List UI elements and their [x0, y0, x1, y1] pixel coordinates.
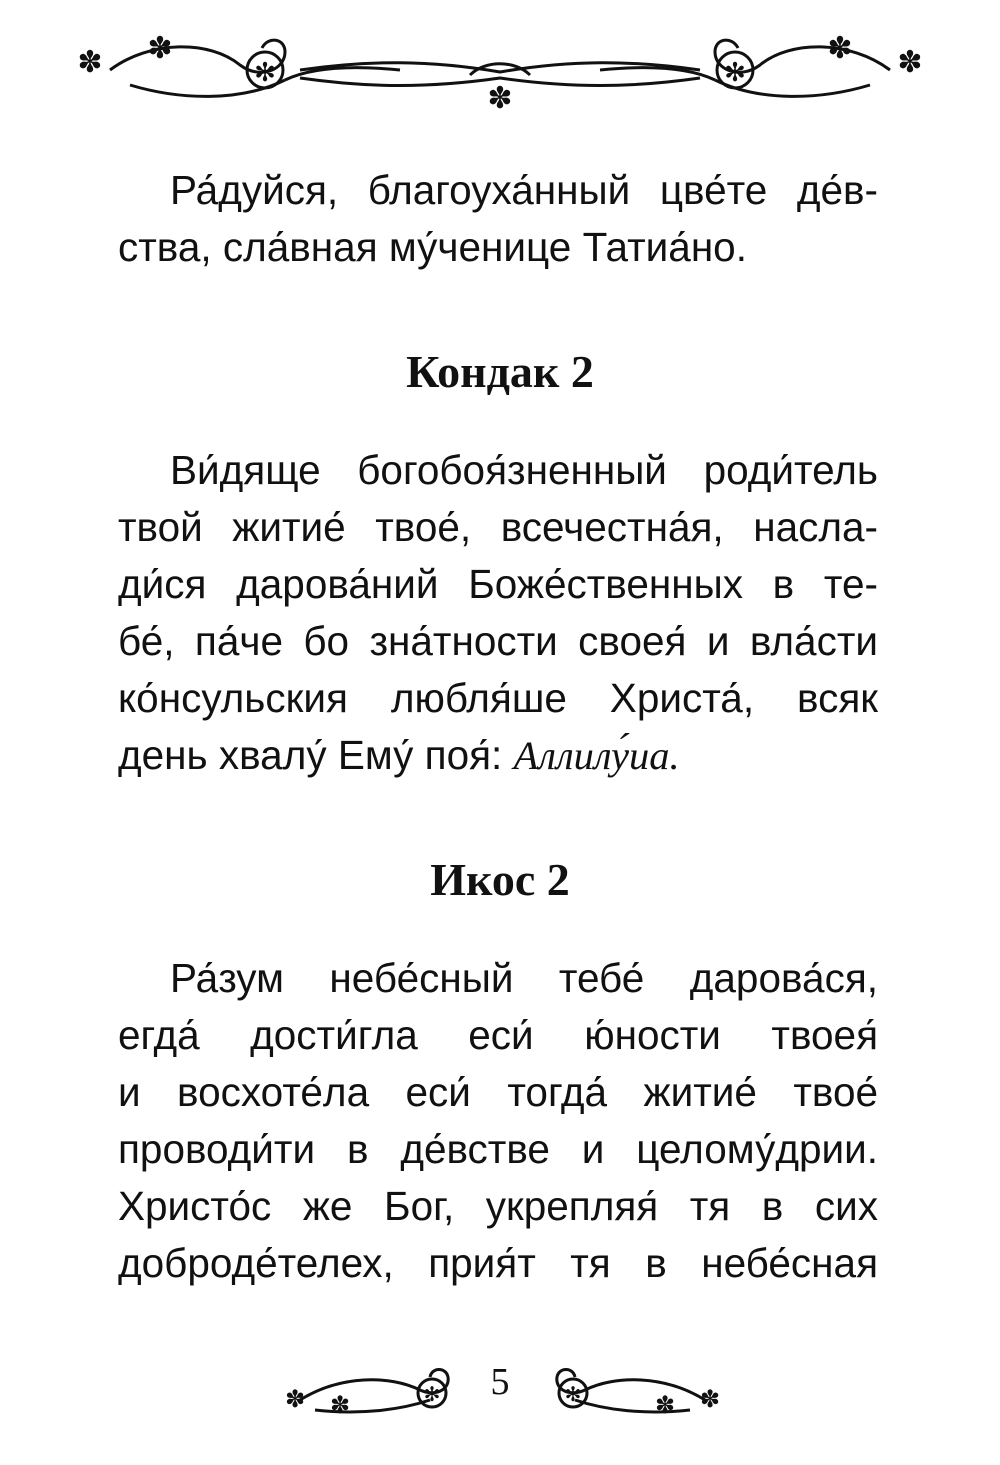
text-line: Ра́дуйся, благоуха́нный цве́те де́в- [170, 167, 878, 213]
text-line: доброде́телех, прия́т тя в небе́сная [118, 1240, 878, 1286]
flower-icon: ✽ [77, 45, 103, 80]
text-line: и восхоте́ла еси́ тогда́ житие́ твое́ [118, 1069, 878, 1115]
text-line: ди́ся дарова́ний Боже́ственных в те- [118, 561, 878, 607]
flower-icon: ✽ [654, 1391, 676, 1419]
kondak-heading: Кондак 2 [406, 346, 594, 397]
ikos-heading: Икос 2 [430, 854, 570, 905]
text-line: Христо́с же Бог, укрепляя́ тя в сих [118, 1183, 878, 1229]
text-line: твой житие́ твое́, всечестна́я, насла- [118, 504, 878, 550]
flower-icon: ✽ [897, 45, 923, 80]
kondak-paragraph [118, 442, 878, 784]
flower-icon: ✽ [827, 31, 853, 66]
text-line: егда́ дости́гла еси́ ю́ности твоея́ [118, 1012, 878, 1058]
flower-icon: ✽ [284, 1385, 306, 1413]
refrain: Аллилу́иа. [513, 733, 680, 778]
flower-icon: ✻ [724, 58, 746, 88]
flower-icon: ✽ [487, 81, 513, 116]
bottom-right-ornament [535, 1355, 725, 1425]
text-line: ко́нсульския любля́ше Христа́, всяк [118, 675, 878, 721]
top-ornament [70, 30, 930, 120]
text-line: ства, сла́вная му́ченице Татиа́но. [118, 224, 747, 270]
text-line [118, 727, 878, 784]
page-number: 5 [490, 1361, 510, 1403]
text-line-part: день хвалу́ Ему́ поя́: [118, 732, 503, 778]
flower-icon: ✻ [564, 1382, 582, 1406]
text-line: Ра́зум небе́сный тебе́ дарова́ся, [170, 955, 878, 1001]
text-line: бе́, па́че бо зна́тности своея́ и вла́сти [118, 618, 878, 664]
flower-icon: ✽ [147, 31, 173, 66]
flower-icon: ✽ [699, 1385, 721, 1413]
flower-icon: ✽ [329, 1391, 351, 1419]
flower-icon: ✻ [254, 58, 276, 88]
opening-paragraph [118, 162, 878, 276]
ikos-paragraph [118, 950, 878, 1292]
text-line: Ви́дяще богобоя́зненный роди́тель [170, 447, 878, 493]
text-line: проводи́ти в де́встве и целому́дрии. [118, 1126, 878, 1172]
bottom-left-ornament [280, 1355, 470, 1425]
flower-icon: ✻ [423, 1382, 441, 1406]
